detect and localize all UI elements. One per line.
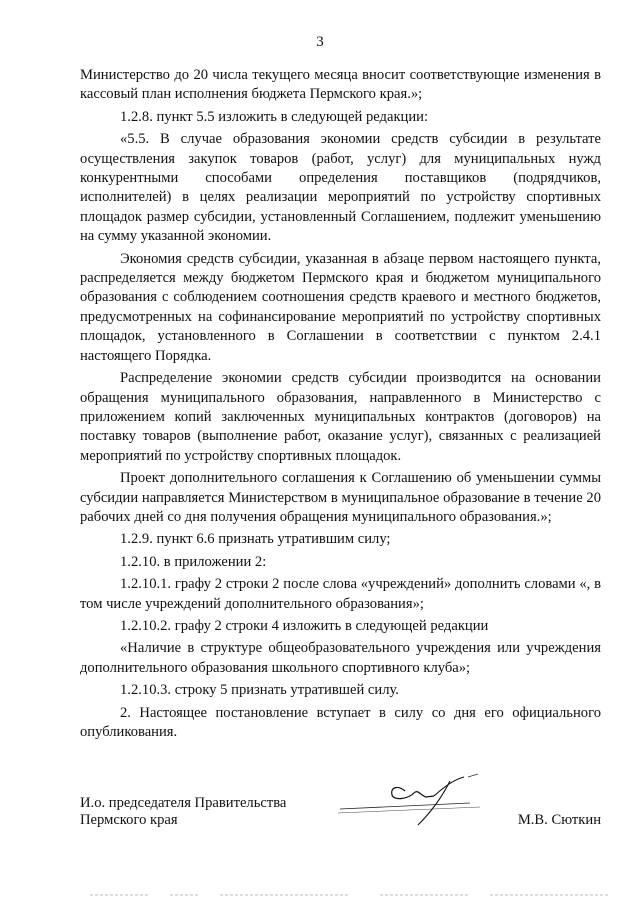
signer-name: М.В. Сюткин <box>517 812 601 828</box>
signature-block <box>80 795 601 835</box>
signer-title-line2: Пермского края <box>80 812 178 828</box>
paragraph-2: 1.2.8. пункт 5.5 изложить в следующей редакции: <box>120 108 429 125</box>
paragraph-6: Проект дополнительного соглашения к Соглашению об уменьшении суммы субсидии направляется Министерством в муниципальное образование в течение 20 рабочих дней со дня получения обращения муниципального образования.»; <box>80 470 601 525</box>
page-number: 3 <box>316 34 324 50</box>
paragraph-11: «Наличие в структуре общеобразовательного учреждения или учреждения дополнительного образования школьного спортивного клуба»; <box>80 640 601 676</box>
paragraph-3: «5.5. В случае образования экономии средств субсидии в результате осуществления закупок товаров (работ, услуг) для муниципальных нужд конкурентными способами определения поставщиков (подрядчиков, исполнителей) в целях реализации мероприятий по устройству спортивных площадок размер субсидии, установленный Соглашением, подлежит уменьшению на сумму указанной экономии. <box>80 131 601 245</box>
signer-title <box>80 795 286 829</box>
paragraph-12: 1.2.10.3. строку 5 признать утратившей силу. <box>120 682 399 699</box>
paragraph-8: 1.2.10. в приложении 2: <box>120 553 267 570</box>
paragraph-5: Распределение экономии средств субсидии производится на основании обращения муниципального образования, направленного в Министерство с приложением копий заключенных муниципальных контрактов (договоров) на поставку товаров (выполнение работ, оказание услуг), связанных с реализацией мероприятий по устройству спортивных площадок. <box>80 370 601 464</box>
signer-title-line1: И.о. председателя Правительства <box>80 795 287 811</box>
document-body <box>80 66 601 745</box>
paragraph-13: 2. Настоящее постановление вступает в силу со дня его официального опубликования. <box>80 704 601 740</box>
paragraph-1: Министерство до 20 числа текущего месяца вносит соответствующие изменения в кассовый план исполнения бюджета Пермского края.»; <box>80 67 601 103</box>
handwritten-signature <box>330 771 530 831</box>
paragraph-7: 1.2.9. пункт 6.6 признать утратившим силу; <box>120 531 391 548</box>
scan-artifact-line <box>90 893 610 897</box>
paragraph-9: 1.2.10.1. графу 2 строки 2 после слова «учреждений» дополнить словами «, в том числе учреждений дополнительного образования»; <box>80 576 601 612</box>
paragraph-4: Экономия средств субсидии, указанная в абзаце первом настоящего пункта, распределяется между бюджетом Пермского края и бюджетом муниципального образования с соблюдением соотношения средств краевого и местного бюджетов, предусмотренных на софинансирование мероприятий по устройству спортивных площадок, установленного в Соглашении в соответствии с пунктом 2.4.1 настоящего Порядка. <box>80 250 601 364</box>
paragraph-10: 1.2.10.2. графу 2 строки 4 изложить в следующей редакции <box>120 617 489 634</box>
